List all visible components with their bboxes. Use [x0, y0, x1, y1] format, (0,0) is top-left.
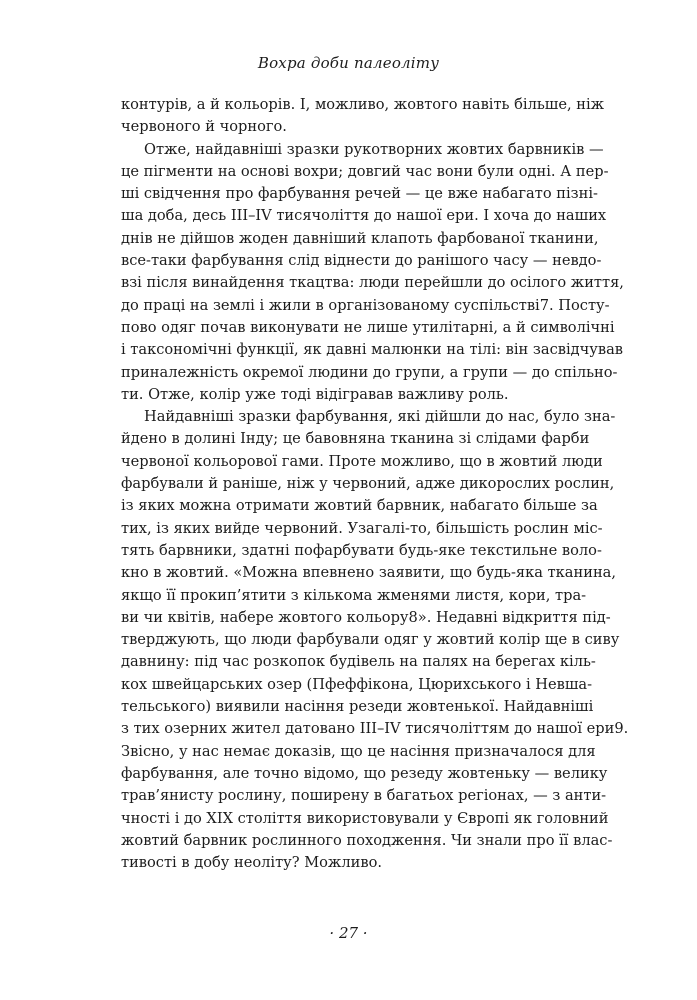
text-line: Найдавніші зразки фарбування, які дійшли до нас, було зна- [144, 408, 616, 426]
text-line: кох швейцарських озер (Пфеффікона, Цюрихського і Невша- [121, 675, 593, 693]
text-line: ви чи квітів, набере жовтого кольору8». Недавні відкриття під- [121, 608, 611, 626]
text-line: ша доба, десь III–IV тисячоліття до нашої ери. І хоча до наших [121, 207, 607, 225]
text-line: контурів, а й кольорів. І, можливо, жовтого навіть більше, ніж [121, 96, 605, 113]
text-line: і таксономічні функції, як давні малюнки на тілі: він засвідчував [121, 341, 623, 359]
text-line: тверджують, що люди фарбували одяг у жовтий колір ще в сиву [121, 631, 620, 649]
text-line: кно в жовтий. «Можна впевнено заявити, що будь-яка тканина, [121, 564, 617, 582]
text-line: приналежність окремої людини до групи, а групи — до спільно- [121, 363, 618, 381]
text-line: давнину: під час розкопок будівель на палях на берегах кіль- [121, 653, 596, 671]
text-line: це пігменти на основі вохри; довгий час вони були одні. А пер- [121, 162, 609, 180]
text-line: взі після винайдення ткацтва: люди перейшли до осілого життя, [121, 274, 624, 292]
text-line: все-таки фарбування слід віднести до ранішого часу — невдо- [121, 252, 602, 270]
text-line: з тих озерних жител датовано III–IV тисячоліттям до нашої ери9. [121, 720, 629, 738]
text-line: тельського) виявили насіння резеди жовтенької. Найдавніші [121, 698, 594, 716]
text-line: пово одяг почав виконувати не лише утилітарні, а й символічні [121, 318, 615, 336]
text-line: із яких можна отримати жовтий барвник, набагато більше за [121, 497, 598, 515]
text-line: тять барвники, здатні пофарбувати будь-яке текстильне воло- [121, 541, 602, 559]
text-line: жовтий барвник рослинного походження. Чи знали про її влас- [121, 831, 613, 849]
text-line: ші свідчення про фарбування речей — це вже набагато пізні- [121, 185, 598, 203]
text-line: якщо її прокип’ятити з кількома жменями листя, кори, тра- [121, 586, 587, 604]
text-line: днів не дійшов жоден давніший клапоть фарбованої тканини, [121, 229, 599, 247]
running-head: Вохра доби палеоліту [257, 54, 440, 72]
text-line: до праці на землі і жили в організованому суспільстві7. Посту- [121, 296, 610, 314]
text-line: трав’янисту рослину, поширену в багатьох регіонах, — з анти- [121, 787, 607, 805]
text-line: Звісно, у нас немає доказів, що це насіння призначалося для [121, 742, 596, 760]
text-line: червоного й чорного. [121, 118, 287, 136]
text-line: Отже, найдавніші зразки рукотворних жовтих барвників — [144, 140, 604, 158]
body-text [121, 94, 629, 874]
text-line: тих, із яких вийде червоний. Узагалі-то, більшість рослин міс- [121, 519, 603, 537]
page-number: · 27 · [329, 924, 368, 942]
text-line: йдено в долині Інду; це бавовняна тканина зі слідами фарби [121, 430, 590, 448]
text-line: чності і до XIX століття використовували у Європі як головний [121, 809, 609, 827]
text-line: тивості в добу неоліту? Можливо. [121, 854, 382, 872]
text-line: червоної кольорової гами. Проте можливо, що в жовтий люди [121, 452, 603, 470]
text-line: фарбували й раніше, ніж у червоний, адже дикорослих рослин, [121, 475, 615, 493]
text-line: фарбування, але точно відомо, що резеду жовтеньку — велику [121, 764, 608, 782]
text-line: ти. Отже, колір уже тоді відігравав важливу роль. [121, 385, 509, 403]
